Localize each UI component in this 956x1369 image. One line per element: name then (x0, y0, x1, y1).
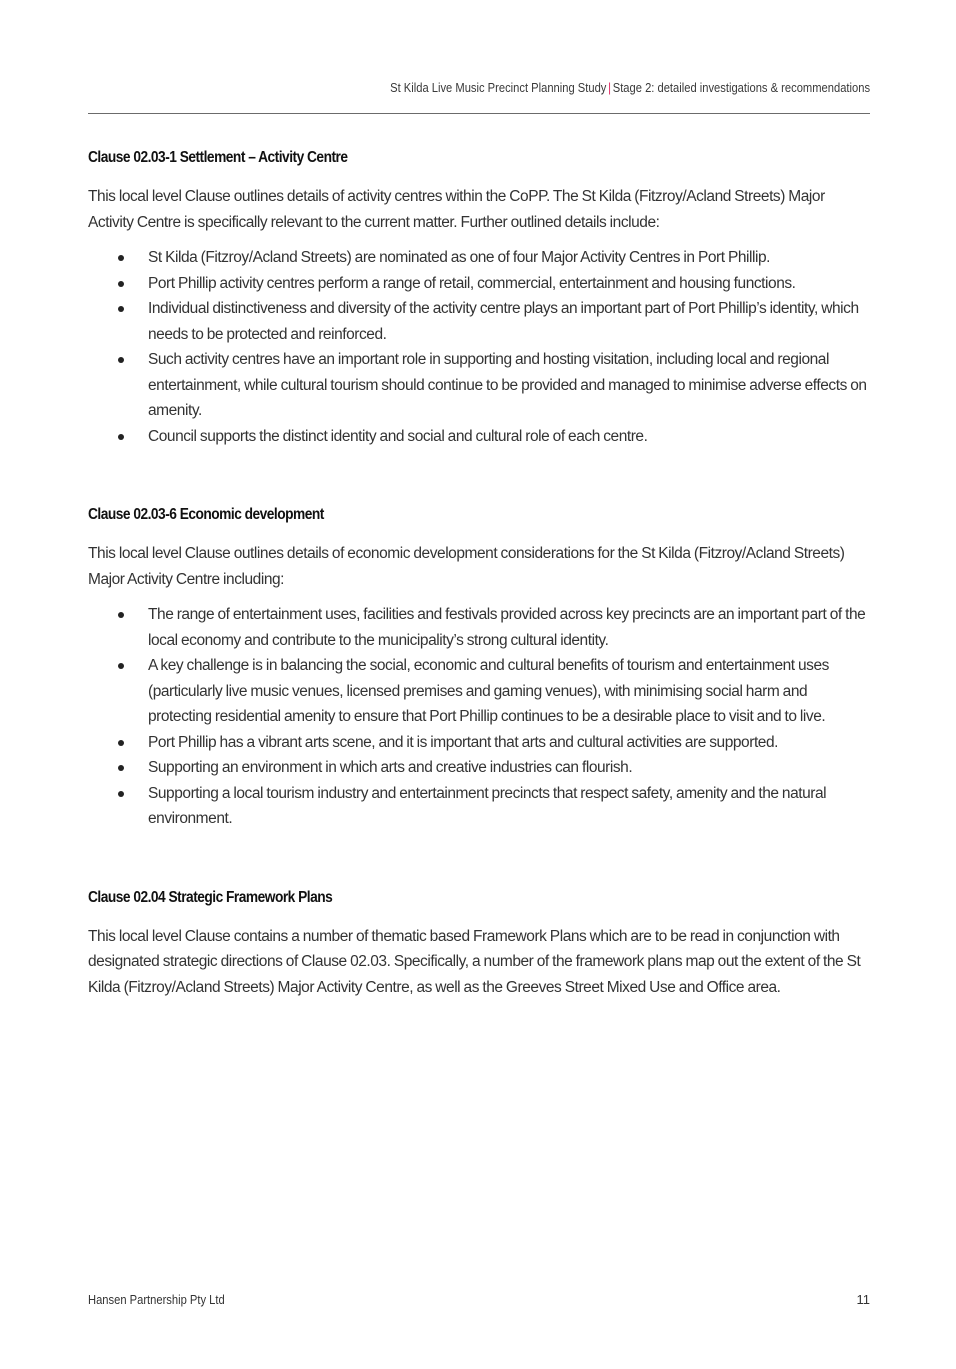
document-stage: Stage 2: detailed investigations & recommendations (612, 80, 870, 95)
list-item-text: St Kilda (Fitzroy/Acland Streets) are nominated as one of four Major Activity Centres in Port Phillip. (148, 249, 771, 266)
list-item (88, 424, 870, 450)
bullet-icon (118, 281, 124, 287)
list-item-text: Such activity centres have an important role in supporting and hosting visitation, including local and regional entertainment, while cultural tourism should continue to be provided and managed to minimise adverse effects on amenity. (148, 351, 867, 419)
list-item (88, 602, 870, 653)
list-item (88, 296, 870, 347)
running-header (390, 80, 870, 95)
section-intro: This local level Clause outlines details of activity centres within the CoPP. The St Kilda (Fitzroy/Acland Streets) Major Activity Centre is specifically relevant to the current matter. Further outlined details include: (88, 188, 825, 231)
bullet-icon (118, 765, 124, 771)
section-heading: Clause 02.04 Strategic Framework Plans (88, 888, 333, 906)
list-item (88, 781, 870, 832)
footer-company: Hansen Partnership Pty Ltd (88, 1292, 225, 1307)
list-item-text: Supporting an environment in which arts and creative industries can flourish. (148, 759, 633, 776)
list-item (88, 271, 870, 297)
bullet-list (88, 245, 870, 449)
section-heading: Clause 02.03-1 Settlement – Activity Centre (88, 149, 348, 166)
bullet-icon (118, 434, 124, 440)
section-economic-development (88, 503, 870, 832)
bullet-icon (118, 255, 124, 261)
bullet-icon (118, 740, 124, 746)
list-item (88, 347, 870, 424)
section-intro: This local level Clause outlines details of economic development considerations for the St Kilda (Fitzroy/Acland Streets) Major Activity Centre including: (88, 545, 845, 588)
page-header (88, 78, 870, 114)
list-item-text: The range of entertainment uses, facilities and festivals provided across key precincts are an important part of the local economy and contribute to the municipality’s strong cultural identity. (148, 606, 866, 649)
list-item-text: Individual distinctiveness and diversity of the activity centre plays an important part of Port Phillip’s identity, which needs to be protected and reinforced. (148, 300, 859, 343)
list-item (88, 755, 870, 781)
bullet-icon (118, 663, 124, 669)
section-intro: This local level Clause contains a number of thematic based Framework Plans which are to be read in conjunction with designated strategic directions of Clause 02.03. Specifically, a number of the framework plans map out the extent of the St Kilda (Fitzroy/Acland Streets) Major Activity Centre, as well as the Greeves Street Mixed Use and Office area. (88, 927, 861, 996)
list-item-text: Port Phillip activity centres perform a range of retail, commercial, entertainment and housing functions. (148, 274, 796, 292)
list-item-text: Council supports the distinct identity and social and cultural role of each centre. (148, 427, 648, 445)
bullet-icon (118, 791, 124, 797)
bullet-icon (118, 357, 124, 363)
section-heading: Clause 02.03-6 Economic development (88, 506, 324, 523)
section-strategic-framework-plans (88, 886, 870, 1001)
bullet-list (88, 602, 870, 832)
list-item-text: Port Phillip has a vibrant arts scene, and it is important that arts and cultural activities are supported. (148, 733, 778, 751)
list-item-text: A key challenge is in balancing the social, economic and cultural benefits of tourism and entertainment uses (particularly live music venues, licensed premises and gaming venues), with minimising social harm and protecting residential amenity to ensure that Port Phillip continues to be a desirable place to visit and to live. (148, 657, 829, 725)
list-item (88, 245, 870, 271)
bullet-icon (118, 612, 124, 618)
bullet-icon (118, 306, 124, 312)
list-item (88, 730, 870, 756)
list-item (88, 653, 870, 730)
section-settlement (88, 146, 870, 449)
document-title: St Kilda Live Music Precinct Planning Study (390, 80, 607, 95)
page-content (88, 146, 870, 1040)
header-separator: | (608, 80, 611, 95)
list-item-text: Supporting a local tourism industry and entertainment precincts that respect safety, amenity and the natural environment. (148, 784, 827, 827)
page-number: 11 (856, 1292, 870, 1307)
